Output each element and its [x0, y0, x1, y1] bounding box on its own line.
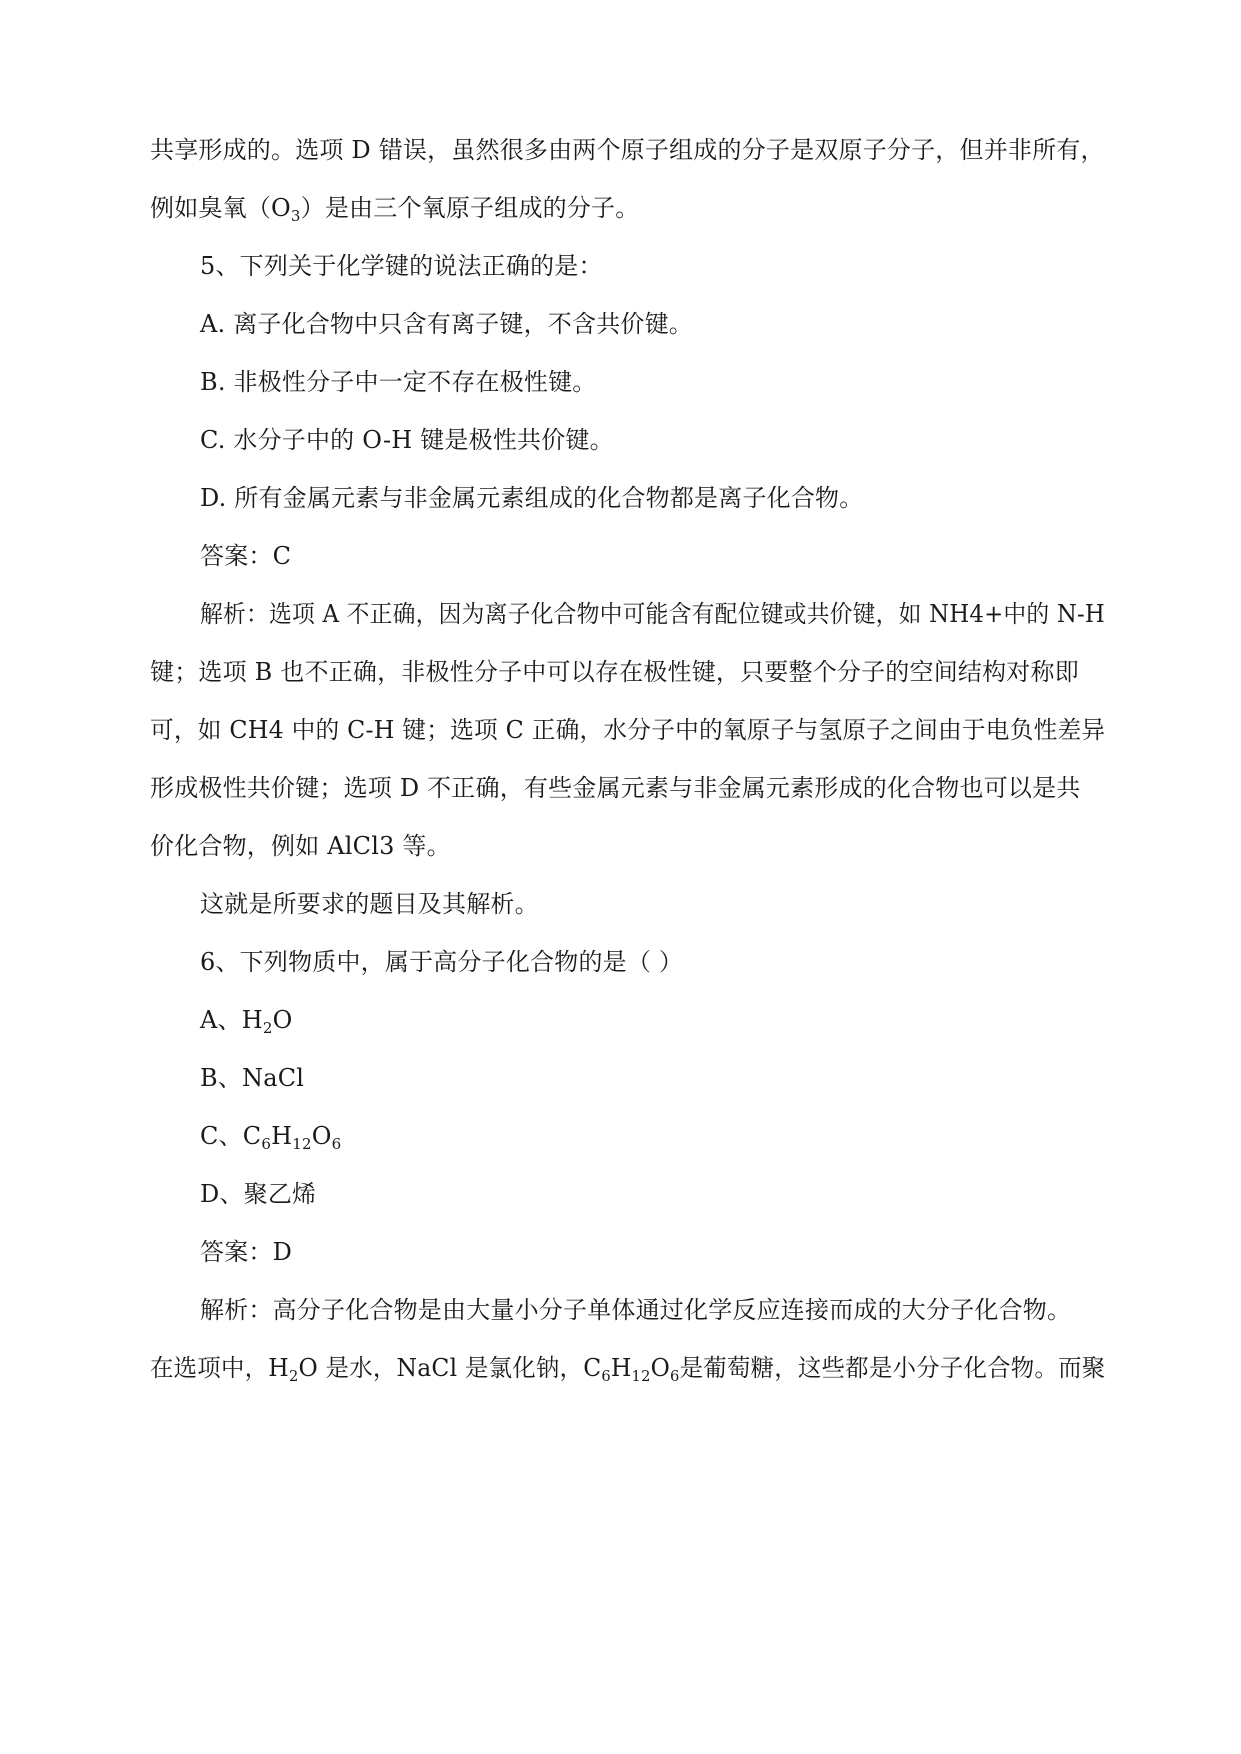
- q5-option-d: D. 所有金属元素与非金属元素组成的化合物都是离子化合物。: [200, 484, 864, 512]
- q6-option-d: D、聚乙烯: [200, 1180, 317, 1208]
- q5-option-a: A. 离子化合物中只含有离子键，不含共价键。: [200, 310, 693, 338]
- q6-option-a: A、$H_2O$: [200, 1006, 293, 1037]
- question-6-title: 6、下列物质中，属于高分子化合物的是（ ）: [200, 948, 684, 976]
- q5-explanation-line-4: 形成极性共价键；选项 D 不正确，有些金属元素与非金属元素形成的化合物也可以是共: [150, 774, 1081, 802]
- subscript: 12: [292, 1135, 312, 1153]
- text-line-1: 共享形成的。选项 D 错误，虽然很多由两个原子组成的分子是双原子分子，但并非所有，: [150, 136, 1105, 164]
- q5-explanation-line-1: 解析：选项 A 不正确，因为离子化合物中可能含有配位键或共价键，如 NH4+中的 N-H: [200, 600, 1105, 628]
- q6-explanation-line-2: 在选项中，$H_2O$ 是水，NaCl 是氯化钠，$C_6H_{12}O_6$是葡萄糖，这些都是小分子化合物。而聚: [150, 1354, 1106, 1385]
- subscript: 6: [601, 1367, 611, 1385]
- q6-option-b: B、NaCl: [200, 1064, 305, 1092]
- text-line-2: 例如臭氧$(O_3)$是由三个氧原子组成的分子。: [150, 194, 640, 225]
- subscript: 12: [631, 1367, 651, 1385]
- q5-option-b: B. 非极性分子中一定不存在极性键。: [200, 368, 597, 396]
- q5-explanation-line-5: 价化合物，例如 AlCl3 等。: [150, 832, 451, 860]
- closing-remark: 这就是所要求的题目及其解析。: [200, 890, 539, 918]
- subscript: 6: [670, 1367, 680, 1385]
- subscript: 6: [261, 1135, 272, 1153]
- q6-answer: 答案：D: [200, 1238, 293, 1266]
- q5-option-c: C. 水分子中的 O-H 键是极性共价键。: [200, 426, 614, 454]
- q6-explanation-line-1: 解析：高分子化合物是由大量小分子单体通过化学反应连接而成的大分子化合物。: [200, 1296, 1072, 1324]
- subscript: 3: [290, 207, 301, 225]
- subscript: 2: [262, 1019, 273, 1037]
- subscript: 6: [331, 1135, 342, 1153]
- q5-explanation-line-2: 键；选项 B 也不正确，非极性分子中可以存在极性键，只要整个分子的空间结构对称即: [150, 658, 1079, 686]
- q5-answer: 答案：C: [200, 542, 292, 570]
- q6-option-c: C、$C_6H_{12}O_6$: [200, 1122, 342, 1153]
- q5-explanation-line-3: 可，如 CH4 中的 C-H 键；选项 C 正确，水分子中的氧原子与氢原子之间由于电负性差异: [150, 716, 1106, 744]
- question-5-title: 5、下列关于化学键的说法正确的是：: [200, 252, 603, 280]
- subscript: 2: [288, 1367, 299, 1385]
